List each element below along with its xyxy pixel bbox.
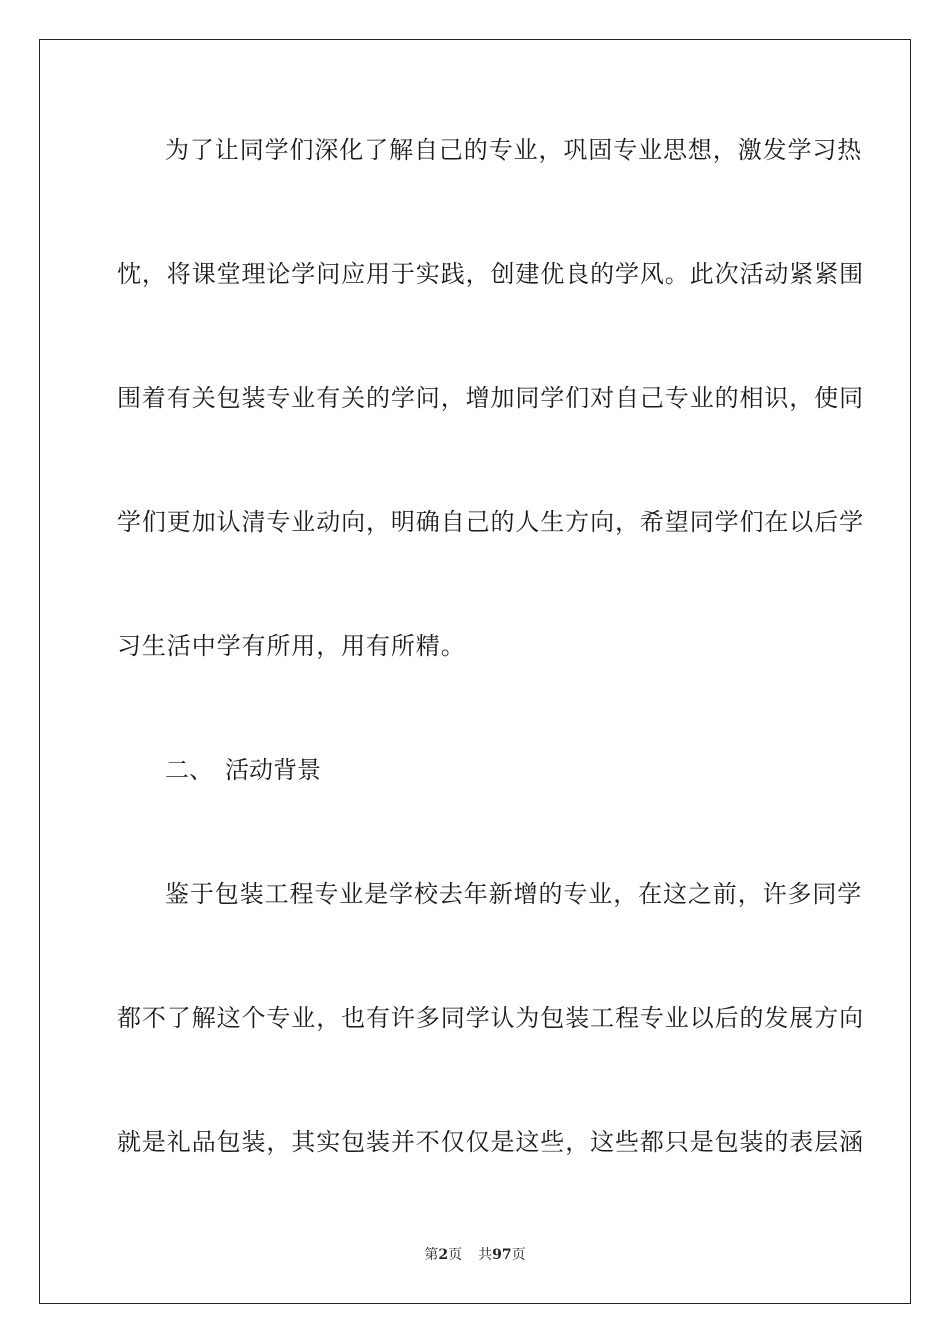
text-line: 鉴于包装工程专业是学校去年新增的专业，在这之前，许多同学 (165, 880, 863, 908)
text-line: 为了让同学们深化了解自己的专业，巩固专业思想，激发学习热 (165, 136, 863, 164)
total-suffix: 页 (511, 1247, 526, 1263)
section-title: 活动背景 (225, 756, 321, 784)
total-pages: 97 (492, 1247, 512, 1263)
total-prefix: 共 (478, 1247, 493, 1263)
section-heading (165, 755, 321, 785)
section-number: 二、 (165, 756, 213, 784)
page-number: 2 (438, 1247, 449, 1263)
text-line: 忱，将课堂理论学问应用于实践，创建优良的学风。此次活动紧紧围 (117, 260, 864, 288)
page-prefix: 第 (424, 1247, 439, 1263)
text-line: 习生活中学有所用，用有所精。 (117, 632, 466, 660)
text-line: 学们更加认清专业动向，明确自己的人生方向，希望同学们在以后学 (117, 508, 864, 536)
text-line: 都不了解这个专业，也有许多同学认为包装工程专业以后的发展方向 (117, 1004, 864, 1032)
page-border (39, 39, 911, 1304)
page-footer (0, 1246, 950, 1264)
text-line: 围着有关包装专业有关的学问，增加同学们对自己专业的相识，使同 (117, 384, 864, 412)
text-line: 就是礼品包装，其实包装并不仅仅是这些，这些都只是包装的表层涵 (117, 1128, 864, 1156)
page-suffix: 页 (448, 1247, 463, 1263)
